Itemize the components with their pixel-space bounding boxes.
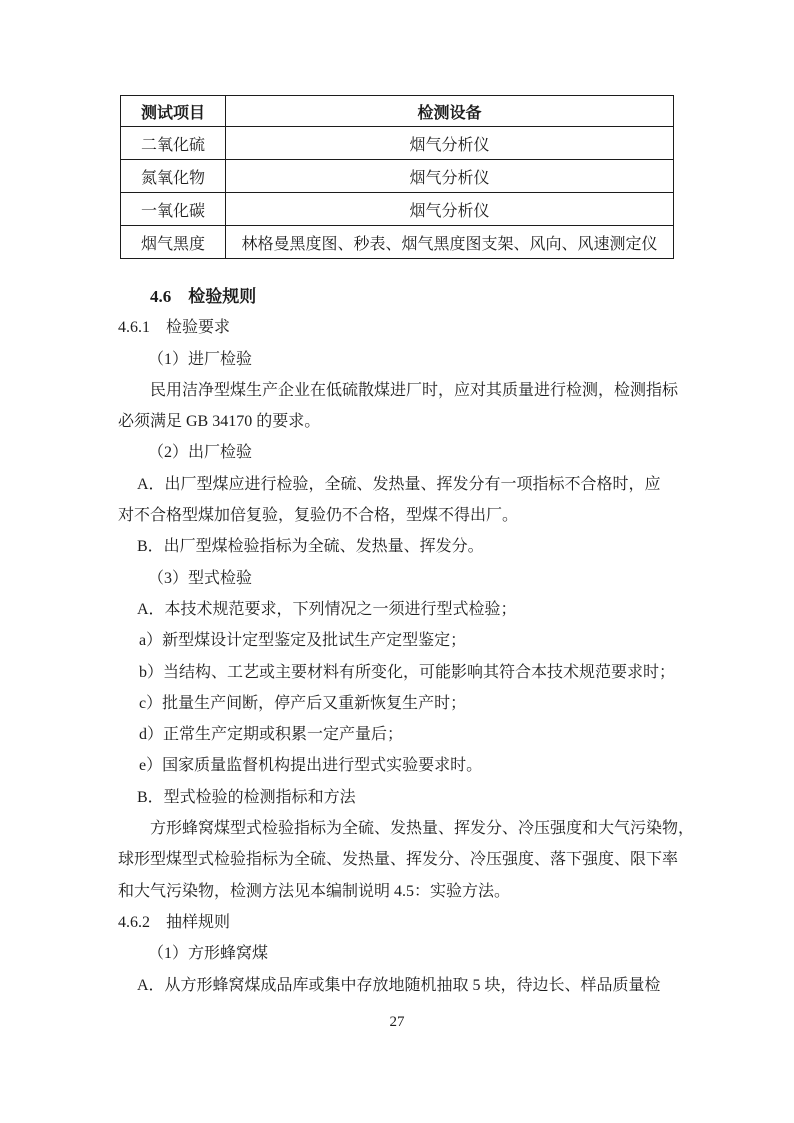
body-line: b）当结构、工艺或主要材料有所变化，可能影响其符合本技术规范要求时； (139, 663, 676, 681)
document-body (118, 281, 695, 1001)
body-line: d）正常生产定期或积累一定产量后； (139, 726, 404, 744)
body-line: A．出厂型煤应进行检验，全硫、发热量、挥发分有一项指标不合格时，应 (137, 475, 661, 493)
table-cell-item: 一氧化碳 (121, 193, 226, 226)
body-line: A．从方形蜂窝煤成品库或集中存放地随机抽取 5 块，待边长、样品质量检 (137, 976, 661, 994)
body-line: a）新型煤设计定型鉴定及批试生产定型鉴定； (139, 632, 467, 650)
table-cell-item: 二氧化硫 (121, 127, 226, 160)
body-line: （1）方形蜂窝煤 (148, 945, 269, 963)
body-line: （3）型式检验 (148, 569, 253, 587)
body-line: （2）出厂检验 (148, 444, 253, 462)
body-line: 民用洁净型煤生产企业在低硫散煤进厂时，应对其质量进行检测，检测指标 (150, 381, 679, 399)
subsection-heading-4-6-2: 4.6.2 抽样规则 (118, 913, 231, 931)
subsection-heading-4-6-1: 4.6.1 检验要求 (118, 319, 231, 337)
table-row (121, 193, 674, 226)
table-cell-device: 烟气分析仪 (226, 127, 674, 160)
table-row (121, 226, 674, 259)
body-line: B．型式检验的检测指标和方法 (137, 788, 356, 806)
table-row (121, 127, 674, 160)
table-cell-item: 氮氧化物 (121, 160, 226, 193)
section-heading-4-6: 4.6 检验规则 (150, 287, 257, 306)
column-header-test-item: 测试项目 (121, 96, 226, 127)
body-line: 必须满足 GB 34170 的要求。 (118, 413, 321, 431)
page-number: 27 (389, 1014, 405, 1030)
body-line: A．本技术规范要求，下列情况之一须进行型式检验； (137, 600, 517, 618)
body-line: e）国家质量监督机构提出进行型式实验要求时。 (139, 757, 483, 775)
body-line: （1）进厂检验 (148, 350, 253, 368)
body-line: B．出厂型煤检验指标为全硫、发热量、挥发分。 (137, 538, 484, 556)
body-line: 球形型煤型式检验指标为全硫、发热量、挥发分、冷压强度、落下强度、限下率 (118, 851, 679, 869)
column-header-equipment: 检测设备 (226, 96, 674, 127)
body-line: 方形蜂窝煤型式检验指标为全硫、发热量、挥发分、冷压强度和大气污染物， (150, 820, 695, 838)
body-line: 和大气污染物，检测方法见本编制说明 4.5：实验方法。 (118, 882, 511, 900)
body-line: c）批量生产间断，停产后又重新恢复生产时； (139, 694, 467, 712)
test-equipment-table (120, 95, 674, 259)
table-cell-device: 烟气分析仪 (226, 193, 674, 226)
table-cell-device: 烟气分析仪 (226, 160, 674, 193)
body-line: 对不合格型煤加倍复验，复验仍不合格，型煤不得出厂。 (118, 507, 519, 525)
table-cell-item: 烟气黑度 (121, 226, 226, 259)
table-header-row (121, 96, 674, 127)
table-row (121, 160, 674, 193)
table-cell-device: 林格曼黑度图、秒表、烟气黑度图支架、风向、风速测定仪 (226, 226, 674, 259)
